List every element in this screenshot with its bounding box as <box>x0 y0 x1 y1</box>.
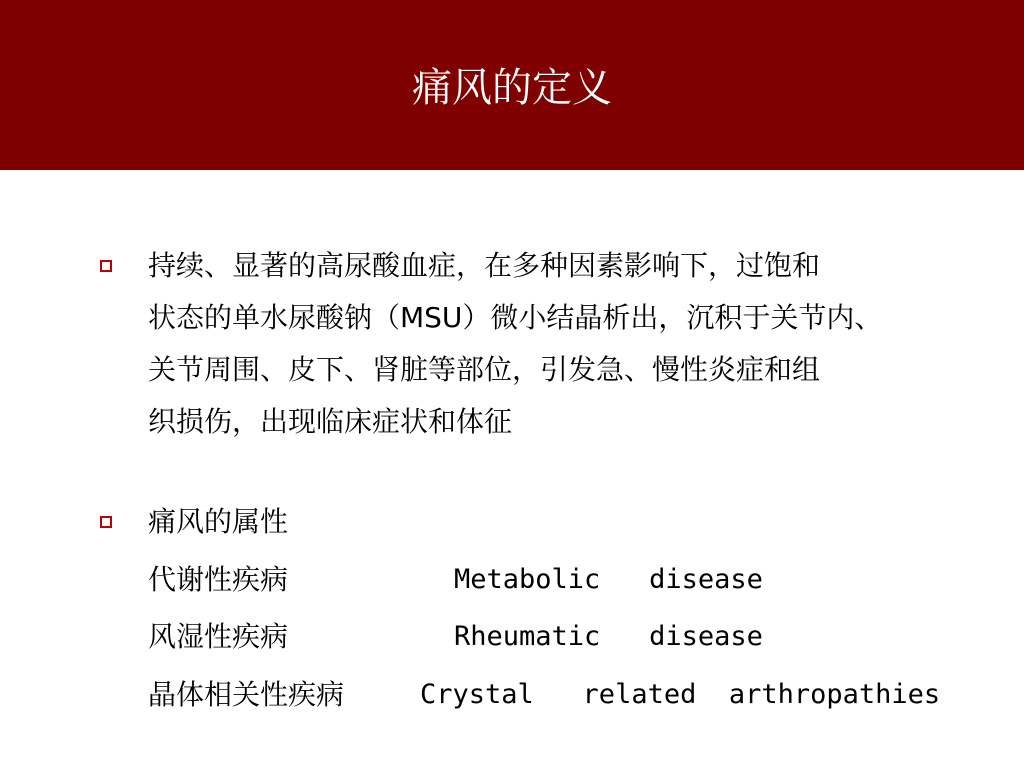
definition-line: 状态的单水尿酸钠（MSU）微小结晶析出，沉积于关节内、 <box>148 301 883 334</box>
attribute-item <box>148 554 1008 606</box>
slide-title: 痛风的定义 <box>412 65 612 111</box>
attribute-en: Metabolic disease <box>454 564 763 595</box>
attribute-cn: 代谢性疾病 <box>148 563 289 596</box>
definition-line: 持续、显著的高尿酸血症，在多种因素影响下，过饱和 <box>148 249 821 282</box>
attribute-en: Rheumatic disease <box>454 621 763 652</box>
attributes-heading: 痛风的属性 <box>148 505 289 538</box>
hollow-square-bullet-icon <box>100 516 112 528</box>
attribute-item <box>148 611 1008 663</box>
attribute-cn: 风湿性疾病 <box>148 620 289 653</box>
title-bar <box>0 0 1024 170</box>
attribute-cn: 晶体相关性疾病 <box>148 678 345 711</box>
definition-line: 关节周围、皮下、肾脏等部位，引发急、慢性炎症和组 <box>148 353 821 386</box>
definition-paragraph <box>148 240 1008 448</box>
hollow-square-bullet-icon <box>100 260 112 272</box>
attribute-en: Crystal related arthropathies <box>420 679 941 710</box>
definition-line: 织损伤，出现临床症状和体征 <box>148 405 513 438</box>
attribute-item <box>148 669 1008 721</box>
